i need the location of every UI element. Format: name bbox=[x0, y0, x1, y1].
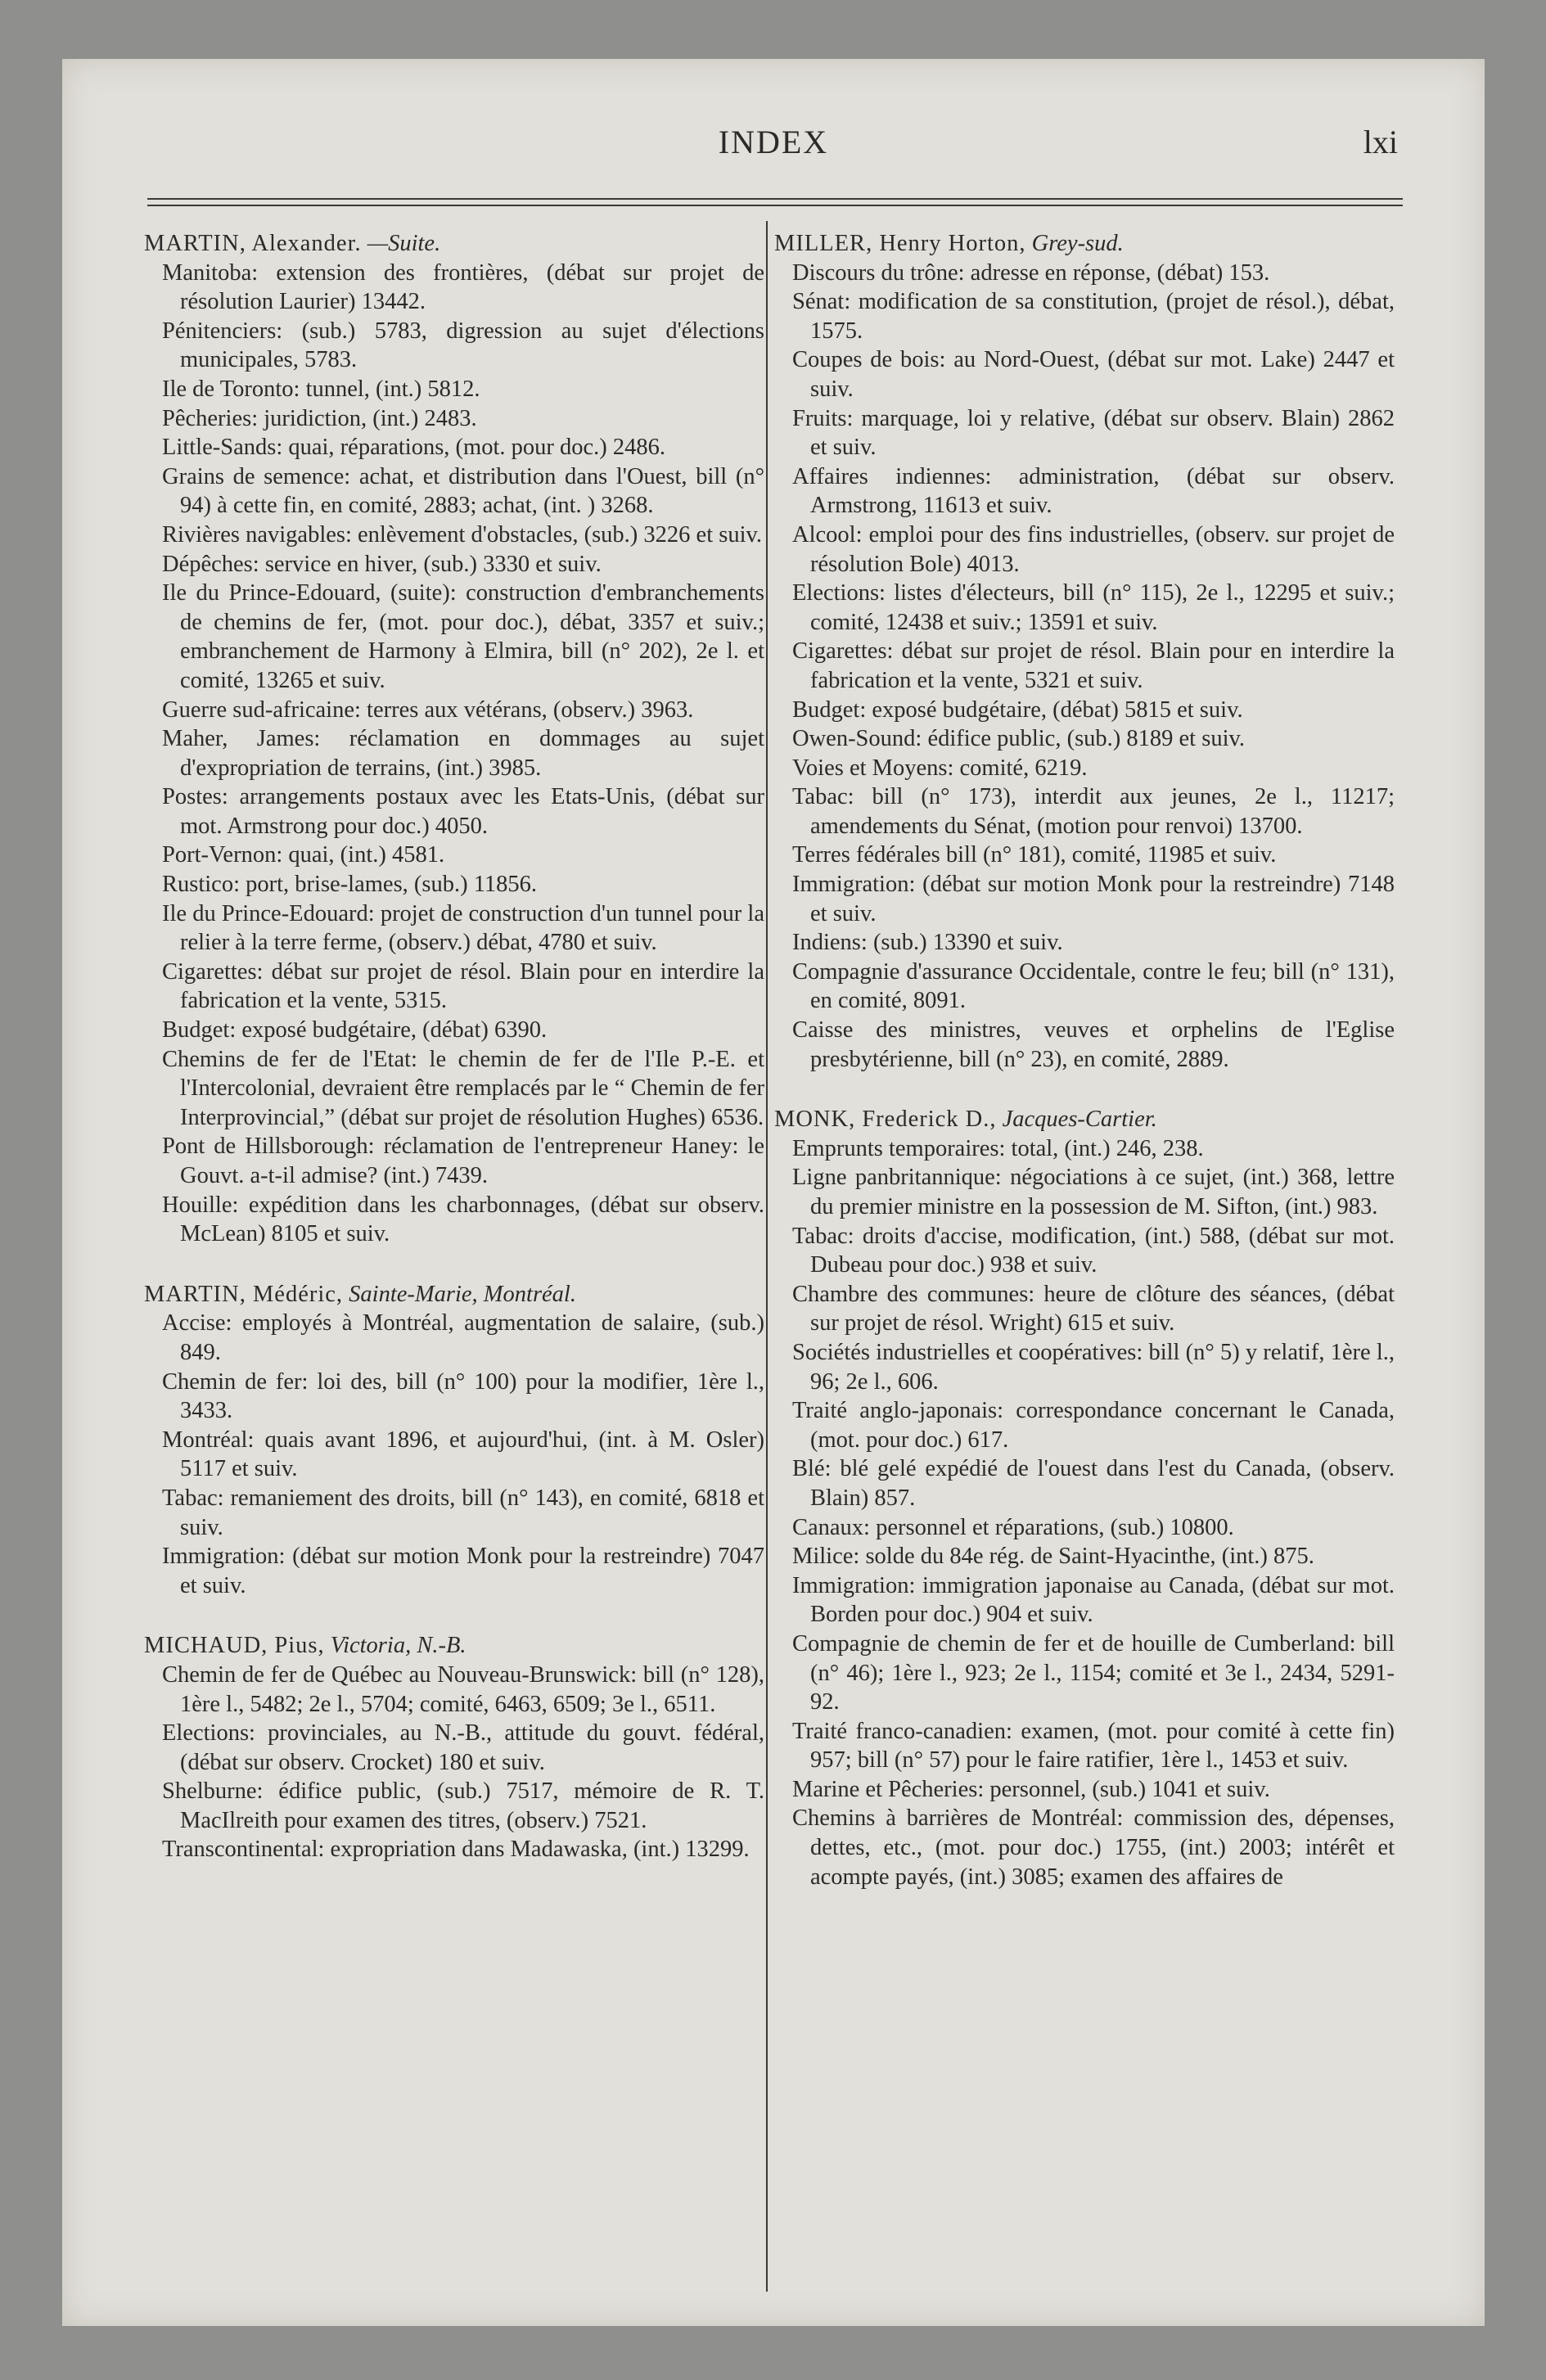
member-name: MONK, Frederick D., bbox=[774, 1107, 997, 1133]
index-entry: Budget: exposé budgétaire, (débat) 6390. bbox=[162, 1017, 548, 1044]
index-entry: Little-Sands: quai, réparations, (mot. pour doc.) 2486. bbox=[162, 435, 665, 461]
index-entry: Pont de Hillsborough: réclamation de l'entrepreneur Haney: le Gouvt. a-t-il admise? (int.) 7439. bbox=[162, 1134, 764, 1188]
index-entry: Montréal: quais avant 1896, et aujourd'hui, (int. à M. Osler) 5117 et suiv. bbox=[162, 1427, 764, 1482]
index-entry: Traité anglo-japonais: correspondance concernant le Canada, (mot. pour doc.) 617. bbox=[792, 1398, 1395, 1453]
member-heading bbox=[774, 1105, 1395, 1134]
header-rule-bottom bbox=[147, 205, 1403, 206]
member-heading bbox=[774, 229, 1395, 259]
index-section bbox=[144, 229, 764, 1249]
index-entry: Ile du Prince-Edouard: projet de construction d'un tunnel pour la relier à la terre ferme, (observ.) débat, 4780 et suiv. bbox=[162, 900, 764, 956]
index-entry: Ile du Prince-Edouard, (suite): construction d'embranchements de chemins de fer, (mot. pour doc.), débat, 3357 et suiv.; embranchement de Harmony à Elmira, bill (n° 202), 2e l. et comité, 13265 et suiv. bbox=[162, 580, 764, 693]
index-entry: Traité franco-canadien: examen, (mot. pour comité à cette fin) 957; bill (n° 57) pour le faire ratifier, 1ère l., 1453 et suiv. bbox=[792, 1718, 1395, 1774]
member-riding: —Suite. bbox=[367, 231, 441, 256]
member-riding: Sainte-Marie, Montréal. bbox=[349, 1281, 576, 1307]
index-entry: Shelburne: édifice public, (sub.) 7517, mémoire de R. T. MacIlreith pour examen des titres, (observ.) 7521. bbox=[162, 1778, 764, 1833]
member-name: MARTIN, Médéric, bbox=[144, 1281, 344, 1307]
index-entry: Alcool: emploi pour des fins industrielles, (observ. sur projet de résolution Bole) 4013. bbox=[792, 521, 1395, 577]
index-entry: Compagnie d'assurance Occidentale, contre le feu; bill (n° 131), en comité, 8091. bbox=[792, 958, 1395, 1014]
index-entry: Coupes de bois: au Nord-Ouest, (débat sur mot. Lake) 2447 et suiv. bbox=[792, 347, 1395, 402]
index-entry: Chemin de fer de Québec au Nouveau-Brunswick: bill (n° 128), 1ère l., 5482; 2e l., 5704; comité, 6463, 6509; 3e l., 6511. bbox=[162, 1661, 764, 1717]
index-section bbox=[774, 1105, 1395, 1891]
member-heading bbox=[144, 229, 764, 259]
member-riding: Victoria, N.-B. bbox=[330, 1633, 467, 1659]
index-entry: Milice: solde du 84e rég. de Saint-Hyacinthe, (int.) 875. bbox=[792, 1544, 1314, 1570]
index-entry: Budget: exposé budgétaire, (débat) 5815 et suiv. bbox=[792, 696, 1243, 723]
index-entry: Voies et Moyens: comité, 6219. bbox=[792, 755, 1088, 781]
index-entry: Maher, James: réclamation en dommages au sujet d'expropriation de terrains, (int.) 3985. bbox=[162, 726, 764, 781]
column-divider bbox=[766, 221, 768, 2292]
index-section bbox=[144, 1631, 764, 1864]
index-entry: Blé: blé gelé expédié de l'ouest dans l'est du Canada, (observ. Blain) 857. bbox=[792, 1456, 1395, 1511]
index-entry: Marine et Pêcheries: personnel, (sub.) 1041 et suiv. bbox=[792, 1776, 1270, 1802]
index-section bbox=[144, 1280, 764, 1601]
index-entry: Ile de Toronto: tunnel, (int.) 5812. bbox=[162, 376, 480, 402]
index-entry: Affaires indiennes: administration, (débat sur observ. Armstrong, 11613 et suiv. bbox=[792, 463, 1395, 519]
index-entry: Compagnie de chemin de fer et de houille de Cumberland: bill (n° 46); 1ère l., 923; 2e l., 1154; comité et 3e l., 2434, 5291-92. bbox=[792, 1630, 1395, 1715]
member-name: MARTIN, Alexander. bbox=[144, 231, 362, 256]
index-entry: Chemins à barrières de Montréal: commission des, dépenses, dettes, etc., (mot. pour doc.) 1755, (int.) 2003; intérêt et acompte payés, (int.) 3085; examen des affaires de bbox=[792, 1805, 1395, 1890]
page-number: lxi bbox=[1363, 124, 1398, 160]
index-page bbox=[62, 59, 1485, 2326]
index-entry: Manitoba: extension des frontières, (débat sur projet de résolution Laurier) 13442. bbox=[162, 259, 764, 315]
index-entry: Dépêches: service en hiver, (sub.) 3330 et suiv. bbox=[162, 551, 602, 577]
index-entry: Emprunts temporaires: total, (int.) 246, 238. bbox=[792, 1135, 1204, 1161]
right-column bbox=[774, 229, 1395, 2292]
index-entry: Sociétés industrielles et coopératives: bill (n° 5) y relatif, 1ère l., 96; 2e l., 606. bbox=[792, 1339, 1395, 1395]
index-entry: Canaux: personnel et réparations, (sub.) 10800. bbox=[792, 1514, 1234, 1540]
index-entry: Pêcheries: juridiction, (int.) 2483. bbox=[162, 405, 477, 431]
index-entry: Grains de semence: achat, et distribution dans l'Ouest, bill (n° 94) à cette fin, en comité, 2883; achat, (int. ) 3268. bbox=[162, 463, 764, 519]
index-entry: Tabac: bill (n° 173), interdit aux jeunes, 2e l., 11217; amendements du Sénat, (motion pour renvoi) 13700. bbox=[792, 784, 1395, 839]
page-header bbox=[62, 123, 1485, 172]
index-entry: Houille: expédition dans les charbonnages, (débat sur observ. McLean) 8105 et suiv. bbox=[162, 1192, 764, 1247]
index-entry: Pénitenciers: (sub.) 5783, digression au sujet d'élections municipales, 5783. bbox=[162, 318, 764, 373]
index-entry: Transcontinental: expropriation dans Madawaska, (int.) 13299. bbox=[162, 1837, 750, 1863]
index-entry: Fruits: marquage, loi y relative, (débat sur observ. Blain) 2862 et suiv. bbox=[792, 405, 1395, 461]
index-entry: Port-Vernon: quai, (int.) 4581. bbox=[162, 842, 445, 868]
member-name: MICHAUD, Pius, bbox=[144, 1633, 325, 1659]
index-entry: Chambre des communes: heure de clôture des séances, (débat sur projet de résol. Wright) 615 et suiv. bbox=[792, 1281, 1395, 1336]
index-entry: Chemins de fer de l'Etat: le chemin de fer de l'Ile P.-E. et l'Intercolonial, devraient être remplacés par le “ Chemin de fer Interprovincial,” (débat sur projet de résolution Hughes) 6536. bbox=[162, 1046, 764, 1130]
left-column bbox=[144, 229, 764, 2292]
index-entry: Sénat: modification de sa constitution, (projet de résol.), débat, 1575. bbox=[792, 289, 1395, 344]
index-entry: Indiens: (sub.) 13390 et suiv. bbox=[792, 930, 1063, 956]
index-section bbox=[774, 229, 1395, 1074]
index-entry: Owen-Sound: édifice public, (sub.) 8189 et suiv. bbox=[792, 726, 1246, 752]
index-entry: Postes: arrangements postaux avec les Etats-Unis, (débat sur mot. Armstrong pour doc.) 4050. bbox=[162, 784, 764, 839]
member-heading bbox=[144, 1631, 764, 1661]
page-title: INDEX bbox=[718, 124, 829, 160]
index-entry: Rustico: port, brise-lames, (sub.) 11856. bbox=[162, 872, 538, 898]
index-entry: Cigarettes: débat sur projet de résol. Blain pour en interdire la fabrication et la vente, 5315. bbox=[162, 958, 764, 1014]
index-entry: Terres fédérales bill (n° 181), comité, 11985 et suiv. bbox=[792, 842, 1277, 868]
index-entry: Caisse des ministres, veuves et orphelins de l'Eglise presbytérienne, bill (n° 23), en comité, 2889. bbox=[792, 1017, 1395, 1072]
index-entry: Immigration: immigration japonaise au Canada, (débat sur mot. Borden pour doc.) 904 et suiv. bbox=[792, 1572, 1395, 1628]
index-entry: Immigration: (débat sur motion Monk pour la restreindre) 7148 et suiv. bbox=[792, 872, 1395, 926]
member-riding: Jacques-Cartier. bbox=[1002, 1107, 1157, 1133]
index-entry: Cigarettes: débat sur projet de résol. Blain pour en interdire la fabrication et la vente, 5321 et suiv. bbox=[792, 638, 1395, 693]
index-entry: Tabac: remaniement des droits, bill (n° 143), en comité, 6818 et suiv. bbox=[162, 1485, 764, 1540]
member-name: MILLER, Henry Horton, bbox=[774, 231, 1026, 256]
index-entry: Elections: listes d'électeurs, bill (n° 115), 2e l., 12295 et suiv.; comité, 12438 et suiv.; 13591 et suiv. bbox=[792, 580, 1395, 635]
member-heading bbox=[144, 1280, 764, 1309]
index-entry: Elections: provinciales, au N.-B., attitude du gouvt. fédéral, (débat sur observ. Crocket) 180 et suiv. bbox=[162, 1720, 764, 1775]
index-entry: Chemin de fer: loi des, bill (n° 100) pour la modifier, 1ère l., 3433. bbox=[162, 1368, 764, 1424]
index-entry: Guerre sud-africaine: terres aux vétérans, (observ.) 3963. bbox=[162, 696, 694, 723]
member-riding: Grey-sud. bbox=[1031, 231, 1124, 256]
index-entry: Ligne panbritannique: négociations à ce sujet, (int.) 368, lettre du premier ministre en la possession de M. Sifton, (int.) 983. bbox=[792, 1165, 1395, 1219]
index-entry: Discours du trône: adresse en réponse, (débat) 153. bbox=[792, 259, 1270, 286]
index-entry: Accise: employés à Montréal, augmentation de salaire, (sub.) 849. bbox=[162, 1310, 764, 1365]
header-rule-top bbox=[147, 198, 1403, 200]
index-entry: Tabac: droits d'accise, modification, (int.) 588, (débat sur mot. Dubeau pour doc.) 938 et suiv. bbox=[792, 1223, 1395, 1278]
index-entry: Immigration: (débat sur motion Monk pour la restreindre) 7047 et suiv. bbox=[162, 1544, 764, 1598]
index-entry: Rivières navigables: enlèvement d'obstacles, (sub.) 3226 et suiv. bbox=[162, 521, 763, 548]
